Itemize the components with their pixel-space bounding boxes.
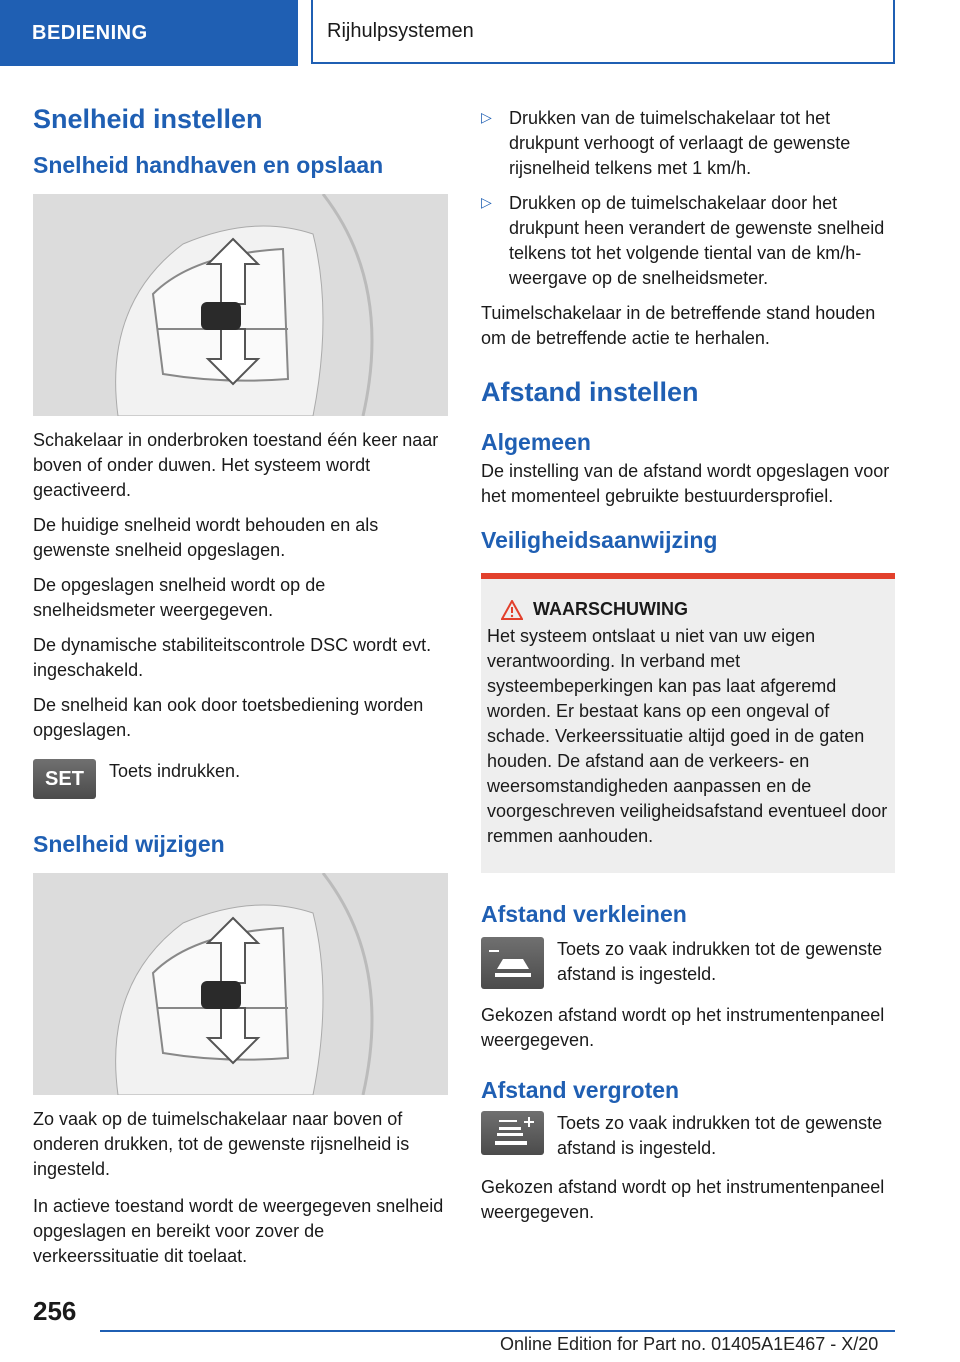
heading-speed-change: Snelheid wijzigen [33,831,225,857]
para-activate: Schakelaar in onderbroken toestand één keer naar boven of onder duwen. Het systeem wordt geactiveerd. [33,430,439,500]
bullet-item [481,191,895,291]
warning-text: Het systeem ontslaat u niet van uw eigen verantwoording. In verband met systeembeperkingen kan pas laat afgeremd worden. Er bestaat kans op een ongeval of schade. Verkeerssituatie altijd goed in de gaten houden. De afstand aan de verkeers- en weersomstandigheden aanpassen en de voorgeschreven veiligheidsafstand eventueel door remmen aanhouden. [487,626,888,846]
set-row [33,759,448,799]
set-button-icon: SET [33,759,96,799]
warning-box [481,573,895,873]
para-decrease-display: Gekozen afstand wordt op het instrumentenpaneel weergegeven. [481,1005,885,1050]
bullet-text: Drukken van de tuimelschakelaar tot het drukpunt verhoogt of verlaagt de gewenste rijsnelheid telkens met 1 km/h. [509,108,851,178]
section-tab [0,0,298,66]
footer-divider [100,1330,895,1332]
heading-distance-set: Afstand instellen [481,377,699,407]
chapter-label: Rijhulpsystemen [327,19,474,42]
distance-decrease-icon [481,937,544,989]
para-button-store: De snelheid kan ook door toetsbediening worden opgeslagen. [33,695,424,740]
heading-speed-store: Snelheid handhaven en opslaan [33,152,384,178]
bullet-item [481,106,895,181]
triangle-bullet-icon: ▷ [481,194,492,210]
heading-speed-set: Snelheid instellen [33,104,263,134]
warning-title: WAARSCHUWING [533,599,688,619]
decrease-instruction: Toets zo vaak indrukken tot de gewenste afstand is ingesteld. [557,939,883,984]
para-dsc: De dynamische stabiliteitscontrole DSC wordt evt. ingeschakeld. [33,635,432,680]
steering-wheel-photo-2 [33,873,448,1095]
triangle-bullet-icon: ▷ [481,109,492,125]
heading-distance-decrease: Afstand verkleinen [481,901,687,927]
increase-instruction: Toets zo vaak indrukken tot de gewenste afstand is ingesteld. [557,1113,883,1158]
section-label: BEDIENING [32,21,148,44]
para-speedometer: De opgeslagen snelheid wordt op de snelheidsmeter weergegeven. [33,575,326,620]
heading-safety: Veiligheidsaanwijzing [481,527,718,553]
para-active-state: In actieve toestand wordt de weergegeven snelheid opgeslagen en bereikt voor zover de verkeerssituatie dit toelaat. [33,1196,444,1266]
para-current-speed: De huidige snelheid wordt behouden en als gewenste snelheid opgeslagen. [33,515,379,560]
page-number: 256 [33,1296,77,1326]
para-rocker-press: Zo vaak op de tuimelschakelaar naar boven of onderen drukken, tot de gewenste rijsnelheid is ingesteld. [33,1109,410,1179]
bullet-text: Drukken op de tuimelschakelaar door het drukpunt heen verandert de gewenste snelheid telkens tot het volgende tiental van de km/h-weergave op de snelheidsmeter. [509,193,885,288]
heading-general: Algemeen [481,429,591,455]
para-profile: De instelling van de afstand wordt opgeslagen voor het momenteel gebruikte bestuurdersprofiel. [481,461,890,506]
para-increase-display: Gekozen afstand wordt op het instrumentenpaneel weergegeven. [481,1177,885,1222]
edition-footer: Online Edition for Part no. 01405A1E467 - X/20 [500,1334,879,1354]
chapter-tab [311,0,895,64]
steering-wheel-photo [33,194,448,416]
decrease-row [481,937,895,989]
right-column [481,106,895,1225]
warning-header [487,599,889,620]
heading-distance-increase: Afstand vergroten [481,1077,680,1103]
increase-row [481,1111,895,1161]
warning-triangle-icon [501,600,523,620]
distance-increase-icon [481,1111,544,1155]
left-column [33,100,448,1269]
para-hold: Tuimelschakelaar in de betreffende stand houden om de betreffende actie te herhalen. [481,303,876,348]
set-instruction: Toets indrukken. [109,761,241,781]
